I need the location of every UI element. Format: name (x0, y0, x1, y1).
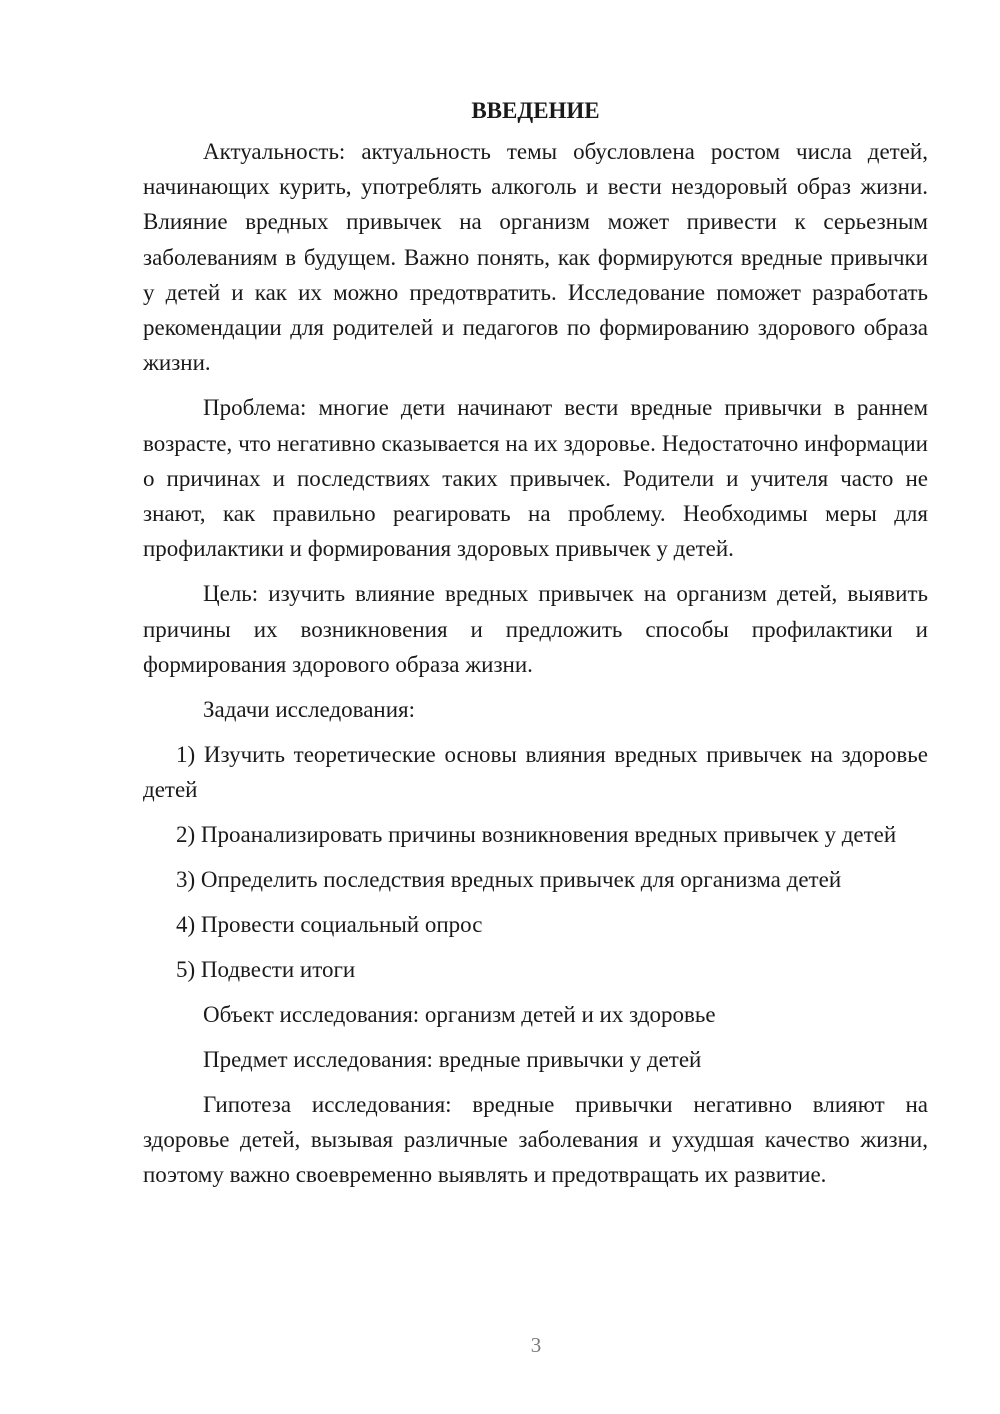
task-item-4: 4) Провести социальный опрос (176, 912, 483, 938)
tasks-heading: Задачи исследования: (203, 697, 416, 723)
subject-paragraph: Предмет исследования: вредные привычки у детей (203, 1047, 702, 1073)
task-item-3: 3) Определить последствия вредных привычек для организма детей (176, 867, 842, 893)
hypothesis-paragraph: Гипотеза исследования: вредные привычки негативно влияют на здоровье детей, вызывая различные заболевания и ухудшая качество жизни, поэтому важно своевременно выявлять и предотвращать их развитие. (143, 1092, 928, 1188)
task-item-5: 5) Подвести итоги (176, 957, 356, 983)
page-title: ВВЕДЕНИЕ (471, 98, 600, 123)
relevance-paragraph: Актуальность: актуальность темы обусловлена ростом числа детей, начинающих курить, употреблять алкоголь и вести нездоровый образ жизни. Влияние вредных привычек на организм может привести к серьезным заболеваниям в будущем. Важно понять, как формируются вредные привычки у детей и как их можно предотвратить. Исследование поможет разработать рекомендации для родителей и педагогов по формированию здорового образа жизни. (143, 139, 928, 376)
goal-paragraph: Цель: изучить влияние вредных привычек на организм детей, выявить причины их возникновения и предложить способы профилактики и формирования здорового образа жизни. (143, 581, 928, 677)
page-content (143, 93, 928, 1203)
object-paragraph: Объект исследования: организм детей и их здоровье (203, 1002, 716, 1028)
problem-paragraph: Проблема: многие дети начинают вести вредные привычки в раннем возрасте, что негативно сказывается на их здоровье. Недостаточно информации о причинах и последствиях таких привычек. Родители и учителя часто не знают, как правильно реагировать на проблему. Необходимы меры для профилактики и формирования здоровых привычек у детей. (143, 395, 928, 562)
task-item-1: 1) Изучить теоретические основы влияния вредных привычек на здоровье детей (143, 742, 928, 803)
page-number: 3 (530, 1333, 542, 1357)
task-item-2: 2) Проанализировать причины возникновения вредных привычек у детей (176, 822, 897, 848)
